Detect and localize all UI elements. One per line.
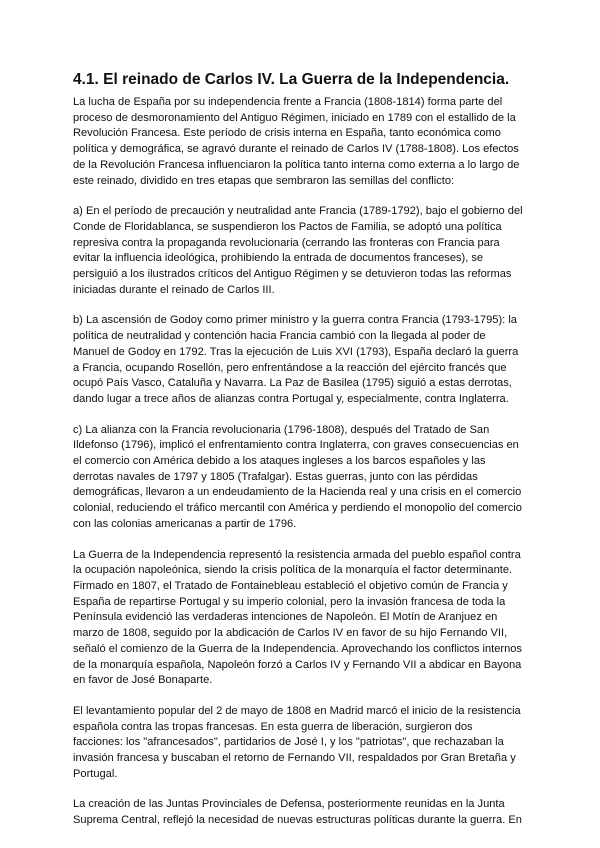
paragraph-stage-c: c) La alianza con la Francia revolucionaria (1796-1808), después del Tratado de San Ildefonso (1796), implicó el enfrentamiento contra Inglaterra, con graves consecuencias en el comercio con América debido a los ataques ingleses a los barcos españoles y las derrotas navales de 1797 y 1805 (Trafalgar). Estas guerras, junto con las pérdidas demográficas, llevaron a un endeudamiento de la Hacienda real y una crisis en el comercio colonial, reduciendo el tráfico mercantil con América y perdiendo el monopolio del comercio con las colonias americanas a partir de 1796.	[73, 423, 522, 530]
document-page	[73, 70, 523, 844]
paragraph-uprising: El levantamiento popular del 2 de mayo de 1808 en Madrid marcó el inicio de la resistencia española contra las tropas francesas. En esta guerra de liberación, surgieron dos facciones: los "afrancesados", partidarios de José I, y los "patriotas", que rechazaban la invasión francesa y buscaban el retorno de Fernando VII, respaldados por Gran Bretaña y Portugal.	[73, 704, 521, 780]
paragraph-stage-a: a) En el período de precaución y neutralidad ante Francia (1789-1792), bajo el gobierno del Conde de Floridablanca, se suspendieron los Pactos de Familia, se adoptó una política represiva contra la propaganda revolucionaria (cerrando las fronteras con Francia para evitar la influencia ideológica, prohibiendo la entrada de documentos franceses), se persiguió a los ilustrados críticos del Antiguo Régimen y se detuvieron todas las reformas iniciadas durante el reinado de Carlos III.	[73, 205, 523, 296]
paragraph-war-of-independence: La Guerra de la Independencia representó la resistencia armada del pueblo español contra la ocupación napoleónica, siendo la crisis política de la monarquía el factor determinante. Firmado en 1807, el Tratado de Fontainebleau estableció el objetivo común de Francia y España de repartirse Portugal y su imperio colonial, pero la invasión francesa de toda la Península evidenció las verdaderas intenciones de Napoleón. El Motín de Aranjuez en marzo de 1808, seguido por la abdicación de Carlos IV en favor de su hijo Fernando VII, señaló el comienzo de la Guerra de la Independencia. Aprovechando los conflictos internos de la monarquía española, Napoleón forzó a Carlos IV y Fernando VII a abdicar en Bayona en favor de José Bonaparte.	[73, 548, 522, 687]
paragraph-intro: La lucha de España por su independencia frente a Francia (1808-1814) forma parte del proceso de desmoronamiento del Antiguo Régimen, iniciado en 1789 con el estallido de la Revolución Francesa. Este período de crisis interna en España, tanto económica como política y demográfica, se agravó durante el reinado de Carlos IV (1788-1808). Los efectos de la Revolución Francesa influenciaron la política tanto interna como externa a lo largo de este reinado, dividido en tres etapas que sembraron las semillas del conflicto:	[73, 96, 520, 187]
page-title: 4.1. El reinado de Carlos IV. La Guerra de la Independencia.	[73, 71, 510, 88]
paragraph-juntas: La creación de las Juntas Provinciales de Defensa, posteriormente reunidas en la Junta Suprema Central, reflejó la necesidad de nuevas estructuras políticas durante la guerra. En	[73, 798, 522, 827]
paragraph-stage-b: b) La ascensión de Godoy como primer ministro y la guerra contra Francia (1793-1795): la política de neutralidad y contención hacia Francia cambió con la llegada al poder de Manuel de Godoy en 1792. Tras la ejecución de Luis XVI (1793), España declaró la guerra a Francia, ocupando Rosellón, pero enfrentándose a la reacción del ejército francés que ocupó País Vasco, Cataluña y Navarra. La Paz de Basilea (1795) siguió a estas derrotas, dando lugar a trece años de alianzas contra Portugal y, especialmente, contra Inglaterra.	[73, 314, 519, 405]
